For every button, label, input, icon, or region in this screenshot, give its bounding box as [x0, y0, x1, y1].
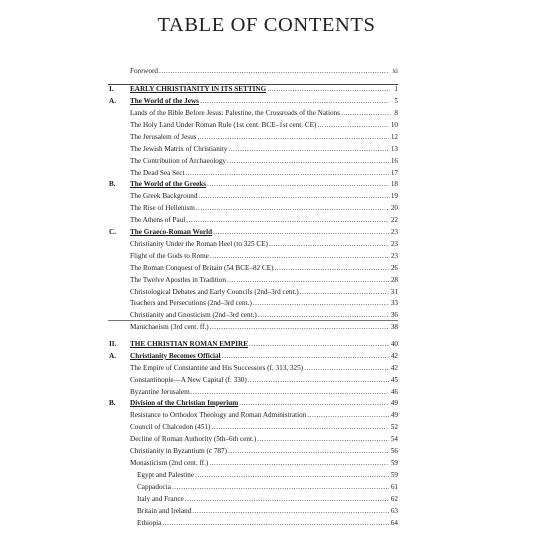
toc-section-number: I.: [109, 85, 114, 93]
toc-row: [0, 168, 533, 179]
toc-page-number: 12: [390, 133, 398, 141]
toc-entry-label: The Holy Land Under Roman Rule (1st cent. BCE–1st cent. CE): [130, 121, 317, 129]
dot-leader: [228, 144, 389, 155]
toc-page-number: 46: [390, 388, 398, 396]
toc-entry[interactable]: [130, 351, 398, 362]
toc-page-number: xi: [392, 67, 398, 75]
dot-leader: [185, 494, 389, 505]
toc-entry[interactable]: [130, 410, 398, 421]
toc-entry-label: The Jewish Matrix of Christianity: [130, 145, 228, 153]
toc-entry-label: Division of the Christian Imperium: [130, 399, 239, 407]
toc-entry-label: Council of Chalcedon (451): [130, 423, 211, 431]
dot-leader: [304, 363, 389, 374]
toc-page-number: 16: [390, 157, 398, 165]
toc-section-number: B.: [109, 180, 116, 188]
toc-entry-label: Ethiopia: [137, 519, 162, 527]
toc-entry[interactable]: [130, 375, 398, 386]
toc-section-number: C.: [109, 228, 116, 236]
toc-entry[interactable]: [137, 482, 398, 493]
toc-page-number: 56: [390, 447, 398, 455]
dot-leader: [222, 351, 389, 362]
toc-row: [0, 506, 533, 517]
dot-leader: [209, 458, 389, 469]
toc-entry-label: The Athens of Paul: [130, 216, 186, 224]
toc-entry-label: Flight of the Gods to Rome: [130, 252, 209, 260]
dot-leader: [162, 518, 389, 529]
toc-page-number: 19: [390, 192, 398, 200]
toc-row: [0, 518, 533, 529]
toc-row: [0, 398, 533, 409]
toc-row: [0, 339, 533, 350]
dot-leader: [192, 506, 389, 517]
toc-entry[interactable]: [130, 203, 398, 214]
dot-leader: [196, 203, 389, 214]
toc-row: [0, 298, 533, 309]
toc-row: [0, 287, 533, 298]
toc-entry-label: Christianity Becomes Official: [130, 352, 221, 360]
dot-leader: [213, 227, 389, 238]
page-title: TABLE OF CONTENTS: [157, 14, 376, 36]
toc-entry[interactable]: [130, 398, 398, 409]
toc-page-number: 31: [390, 288, 398, 296]
toc-page-number: 23: [390, 240, 398, 248]
toc-section-number: A.: [109, 97, 116, 105]
toc-entry-label: Britain and Ireland: [137, 507, 192, 515]
toc-section-number: A.: [109, 352, 116, 360]
dot-leader: [227, 275, 389, 286]
toc-row: [0, 458, 533, 469]
dot-leader: [317, 120, 389, 131]
toc-entry[interactable]: [130, 239, 398, 250]
toc-page-number: 38: [390, 323, 398, 331]
toc-page-number: 63: [390, 507, 398, 515]
toc-entry-label: EARLY CHRISTIANITY IN ITS SETTING: [130, 85, 267, 93]
toc-entry-label: Manichaeism (3rd cent. ff.): [130, 323, 209, 331]
dot-leader: [207, 179, 389, 190]
toc-entry-label: Christianity and Gnosticism (2nd–3rd cent.): [130, 311, 257, 319]
toc-page-number: 52: [390, 423, 398, 431]
toc-entry-label: The Contribution of Archaeology: [130, 157, 227, 165]
toc-entry[interactable]: [130, 298, 398, 309]
toc-page-number: 8: [394, 109, 398, 117]
toc-entry[interactable]: [130, 322, 398, 333]
toc-entry[interactable]: [130, 191, 398, 202]
toc-row: [0, 227, 533, 238]
toc-entry[interactable]: [130, 287, 398, 298]
toc-page-number: 23: [390, 228, 398, 236]
toc-page-number: 54: [390, 435, 398, 443]
toc-entry-label: The Jerusalem of Jesus: [130, 133, 197, 141]
toc-entry[interactable]: [130, 66, 398, 77]
toc-entry[interactable]: [130, 96, 398, 107]
toc-page-number: 10: [390, 121, 398, 129]
toc-entry-label: Italy and France: [137, 495, 184, 503]
toc-row: [0, 482, 533, 493]
toc-row: [0, 351, 533, 362]
toc-page-number: 28: [390, 276, 398, 284]
toc-entry[interactable]: [137, 470, 398, 481]
toc-entry[interactable]: [130, 144, 398, 155]
toc-row: [0, 108, 533, 119]
toc-section-number: B.: [109, 399, 116, 407]
toc-page-number: 20: [390, 204, 398, 212]
dot-leader: [341, 108, 389, 119]
toc-section-number: II.: [109, 340, 117, 348]
toc-entry[interactable]: [130, 275, 398, 286]
toc-entry-label: Constantinople—A New Capital (f. 330): [130, 376, 247, 384]
toc-row: [0, 66, 533, 77]
toc-entry-label: THE CHRISTIAN ROMAN EMPIRE: [130, 340, 249, 348]
toc-row: [0, 387, 533, 398]
dot-leader: [228, 446, 389, 457]
toc-entry-label: The World of the Greeks: [130, 180, 207, 188]
toc-entry-label: The Twelve Apostles in Tradition: [130, 276, 226, 284]
toc-page-number: 5: [394, 97, 398, 105]
toc-entry[interactable]: [130, 434, 398, 445]
dot-leader: [172, 482, 389, 493]
toc-page-number: 1: [394, 85, 398, 93]
toc-row: [0, 310, 533, 321]
toc-entry-label: Lands of the Bible Before Jesus: Palestine, the Crossroads of the Nations: [130, 109, 340, 117]
toc-row: [0, 410, 533, 421]
toc-page-number: 18: [390, 180, 398, 188]
dot-leader: [195, 470, 389, 481]
toc-page-number: 59: [390, 459, 398, 467]
toc-row: [0, 322, 533, 333]
toc-entry[interactable]: [130, 446, 398, 457]
toc-entry[interactable]: [130, 310, 398, 321]
toc-page-number: 22: [390, 216, 398, 224]
toc-row: [0, 263, 533, 274]
toc-row: [0, 434, 533, 445]
toc-page-number: 64: [390, 519, 398, 527]
dot-leader: [258, 310, 389, 321]
dot-leader: [248, 375, 389, 386]
dot-leader: [210, 251, 389, 262]
toc-entry[interactable]: [137, 494, 398, 505]
toc-row: [0, 494, 533, 505]
toc-page-number: 40: [390, 340, 398, 348]
toc-page-number: 33: [390, 299, 398, 307]
toc-row: [0, 215, 533, 226]
dot-leader: [211, 422, 389, 433]
toc-page-number: 49: [390, 399, 398, 407]
toc-entry-label: Decline of Roman Authority (5th–6th cent.): [130, 435, 257, 443]
toc-entry-label: The Rise of Hellenism: [130, 204, 195, 212]
toc-entry-label: Teachers and Persecutions (2nd–3rd cent.): [130, 299, 252, 307]
dot-leader: [267, 84, 389, 95]
toc-page-number: 36: [390, 311, 398, 319]
toc-entry[interactable]: [130, 156, 398, 167]
toc-page-number: 23: [390, 252, 398, 260]
toc-page-number: 62: [390, 495, 398, 503]
toc-entry-label: Foreword: [130, 67, 158, 75]
toc-page-number: 13: [390, 145, 398, 153]
toc-entry-label: Christianity in Byzantium (c 787): [130, 447, 228, 455]
toc-page-number: 42: [390, 364, 398, 372]
toc-entry-label: The Dead Sea Sect: [130, 169, 185, 177]
toc-entry-label: Egypt and Palestine: [137, 471, 195, 479]
toc-entry[interactable]: [130, 263, 398, 274]
dot-leader: [269, 239, 389, 250]
toc-page-number: 45: [390, 376, 398, 384]
dot-leader: [227, 156, 389, 167]
toc-row: [0, 132, 533, 143]
toc-entry[interactable]: [130, 84, 398, 95]
toc-entry-label: Monasticism (2nd cent. ff.): [130, 459, 209, 467]
dot-leader: [300, 287, 389, 298]
toc-page-number: 26: [390, 264, 398, 272]
toc-entry[interactable]: [137, 506, 398, 517]
dot-leader: [249, 339, 389, 350]
toc-entry-label: Resistance to Orthodox Theology and Roman Administration: [130, 411, 307, 419]
dot-leader: [200, 96, 389, 107]
toc-page-number: 61: [390, 483, 398, 491]
toc-page-number: 49: [390, 411, 398, 419]
toc-row: [0, 251, 533, 262]
toc-entry-label: Cappadocia: [137, 483, 171, 491]
toc-row: [0, 84, 533, 95]
dot-leader: [210, 322, 389, 333]
toc-entry[interactable]: [130, 458, 398, 469]
toc-row: [0, 179, 533, 190]
dot-leader: [198, 191, 389, 202]
toc-row: [0, 144, 533, 155]
toc-entry[interactable]: [130, 422, 398, 433]
toc-row: [0, 363, 533, 374]
toc-entry[interactable]: [130, 363, 398, 374]
toc-page-number: 42: [390, 352, 398, 360]
toc-entry-label: The Empire of Constantine and His Successors (f. 313, 325): [130, 364, 304, 372]
toc-row: [0, 203, 533, 214]
toc-entry-label: The Greek Background: [130, 192, 198, 200]
toc-entry-label: Christianity Under the Roman Heel (to 325 CE): [130, 240, 268, 248]
toc-entry[interactable]: [130, 339, 398, 350]
toc-entry[interactable]: [130, 251, 398, 262]
toc-row: [0, 239, 533, 250]
toc-entry[interactable]: [130, 227, 398, 238]
toc-row: [0, 470, 533, 481]
toc-entry[interactable]: [130, 179, 398, 190]
toc-page-number: 59: [390, 471, 398, 479]
toc-row: [0, 422, 533, 433]
dot-leader: [257, 434, 389, 445]
toc-entry-label: The Roman Conquest of Britain (54 BCE–82 CE): [130, 264, 274, 272]
dot-leader: [197, 132, 389, 143]
toc-entry[interactable]: [130, 132, 398, 143]
toc-row: [0, 275, 533, 286]
toc-entry[interactable]: [137, 518, 398, 529]
toc-row: [0, 120, 533, 131]
toc-entry[interactable]: [130, 215, 398, 226]
dot-leader: [275, 263, 389, 274]
toc-entry-label: Byzantine Jerusalem: [130, 388, 190, 396]
toc-row: [0, 375, 533, 386]
dot-leader: [159, 66, 389, 77]
toc-entry[interactable]: [130, 387, 398, 398]
dot-leader: [239, 398, 389, 409]
dot-leader: [253, 298, 389, 309]
toc-page-number: 17: [390, 169, 398, 177]
toc-row: [0, 191, 533, 202]
toc-row: [0, 156, 533, 167]
toc-entry-label: The World of the Jews: [130, 97, 199, 105]
toc-entry[interactable]: [130, 168, 398, 179]
dot-leader: [186, 215, 389, 226]
toc-entry-label: Christological Debates and Early Councils (2nd–3rd cent.): [130, 288, 299, 296]
dot-leader: [191, 387, 389, 398]
toc-entry-label: The Graeco-Roman World: [130, 228, 213, 236]
toc-row: [0, 96, 533, 107]
toc-entry[interactable]: [130, 108, 398, 119]
toc-entry[interactable]: [130, 120, 398, 131]
dot-leader: [185, 168, 389, 179]
dot-leader: [307, 410, 389, 421]
toc-row: [0, 446, 533, 457]
